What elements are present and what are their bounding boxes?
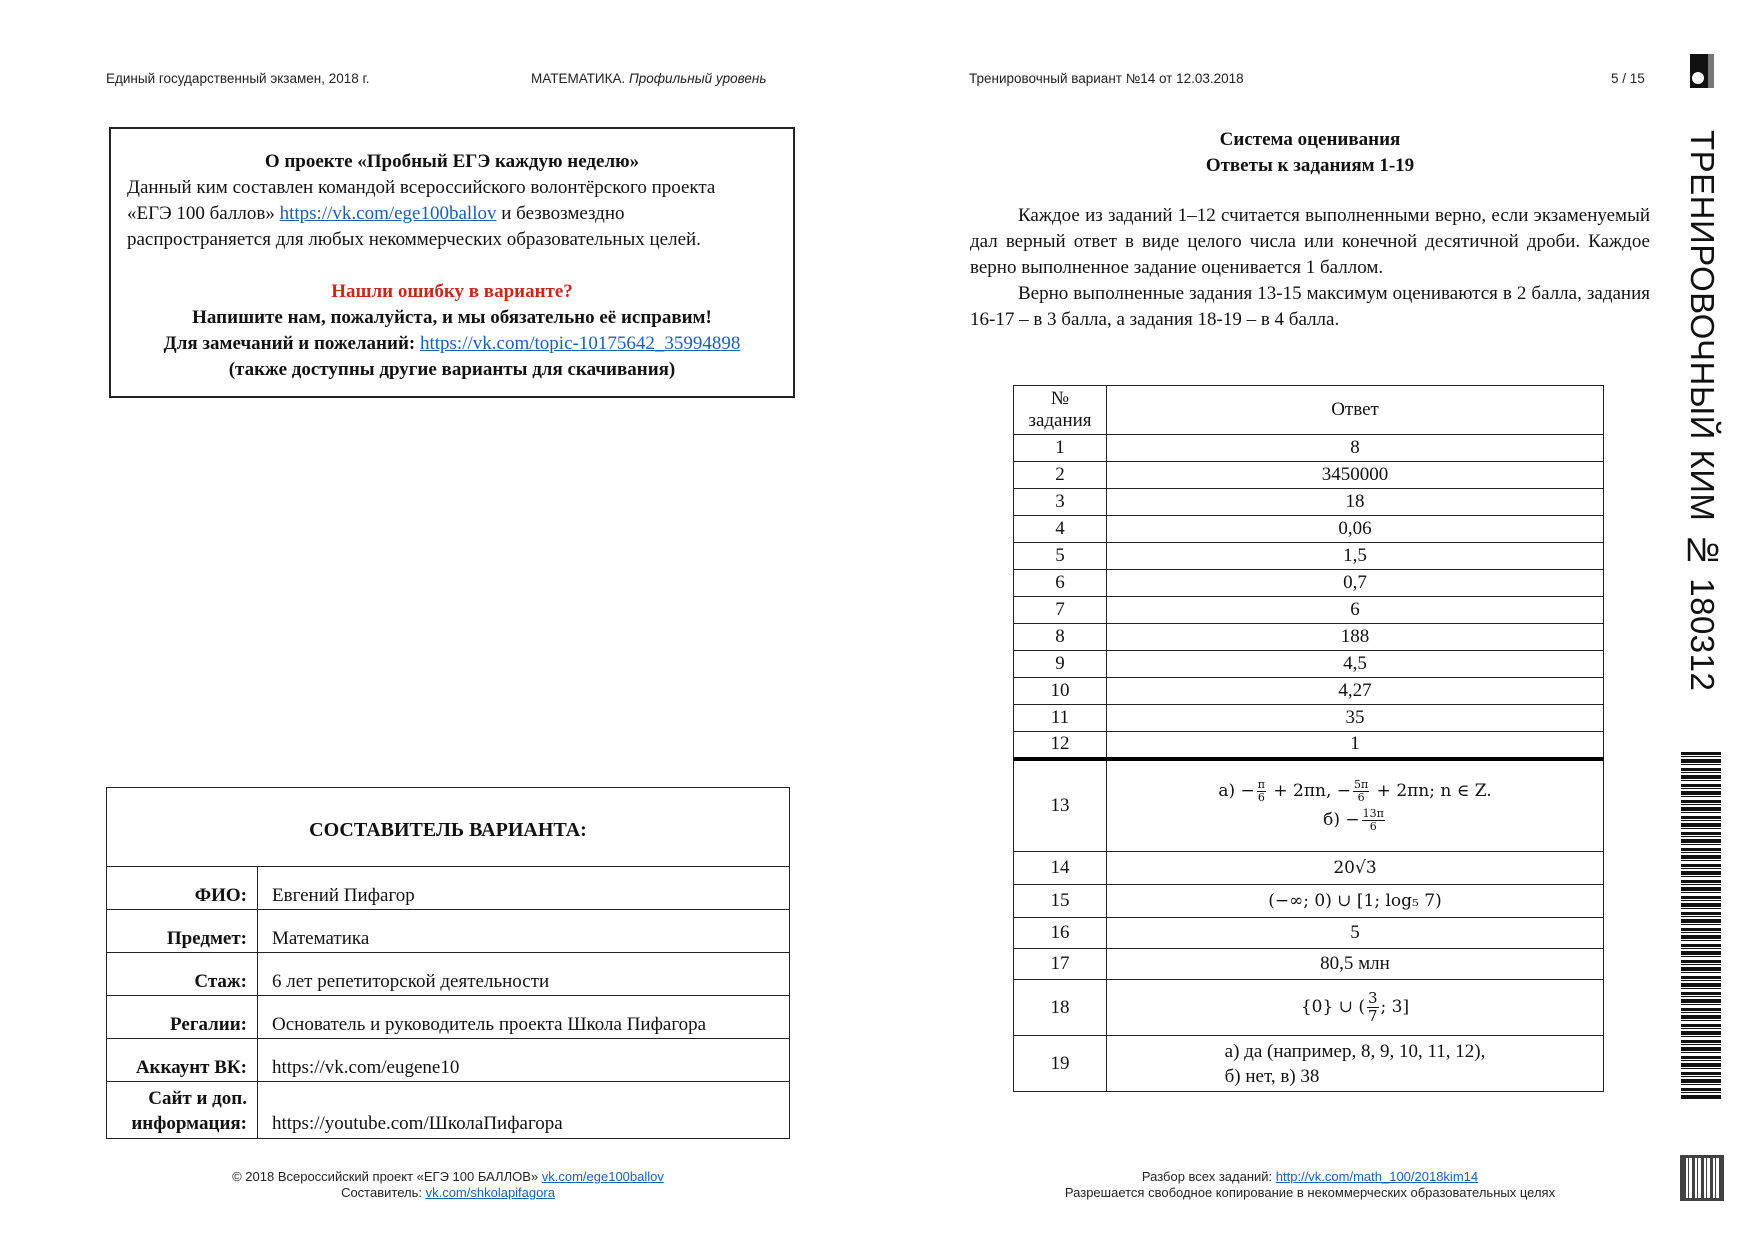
task-number: 17 [1014,949,1107,980]
task-answer: 6 [1107,597,1604,624]
author-label [107,1082,258,1139]
more-variants-note: (также доступны другие варианты для скачивания) [228,359,676,380]
header-subject [531,71,766,86]
task-answer: 0,06 [1107,516,1604,543]
ege100-footer-link[interactable]: vk.com/ege100ballov [541,1169,664,1184]
task-answer [1107,1036,1604,1092]
task-answer: 1 [1107,732,1604,759]
scoring-title: Система оценивания [1219,129,1401,150]
task-number: 14 [1014,852,1107,885]
error-text: Напишите нам, пожалуйста, и мы обязательно её исправим! [192,307,712,328]
task-number: 18 [1014,980,1107,1036]
fraction [1367,990,1379,1025]
task-number: 8 [1014,624,1107,651]
vertical-kim-title: ТРЕНИРОВОЧНЫЙ КИМ № 180312 [1684,130,1721,692]
footer-analysis [970,1169,1650,1185]
author-title: СОСТАВИТЕЛЬ ВАРИАНТА: [107,788,790,867]
task-answer: 18 [1107,489,1604,516]
header-variant: Тренировочный вариант №14 от 12.03.2018 [969,71,1244,86]
author-value: Основатель и руководитель проекта Школа Пифагора [258,996,790,1039]
text: + 2πn; n ∈ Z. [1371,780,1492,801]
task-answer: 3450000 [1107,462,1604,489]
numerator: π [1257,777,1265,791]
table-row [1014,543,1604,570]
answer-part-a [1107,779,1603,804]
denominator: 6 [1257,790,1265,804]
barcode-icon [1681,752,1721,1100]
answer-19 [1225,1039,1486,1089]
table-row [1014,489,1604,516]
subject-level: Профильный уровень [628,71,767,86]
website-value: https://youtube.com/ШколаПифагора [258,1082,790,1139]
task-answer: 1,5 [1107,543,1604,570]
task-number: 1 [1014,435,1107,462]
header-exam-title: Единый государственный экзамен, 2018 г. [106,71,370,86]
text: «ЕГЭ 100 баллов» [127,203,280,224]
subject-name: МАТЕМАТИКА. [531,71,626,86]
text: а) да (например, 8, 9, 10, 11, 12), [1224,1040,1486,1062]
scoring-heading [970,127,1650,179]
project-description [111,175,793,253]
task-answer: 188 [1107,624,1604,651]
label-line: информация: [131,1113,247,1134]
footer-author [106,1185,790,1201]
task-number: 19 [1014,1036,1107,1092]
table-row [1014,1036,1604,1092]
table-header-row [1014,386,1604,435]
feedback-link[interactable]: https://vk.com/topic-10175642_35994898 [419,333,741,354]
denominator: 7 [1368,1007,1378,1025]
fraction [1362,808,1385,833]
task-number: 7 [1014,597,1107,624]
denominator: 6 [1369,819,1377,833]
numerator: 3 [1368,989,1378,1007]
table-row [1014,732,1604,759]
label-line: Сайт и доп. [148,1088,247,1109]
feedback-line [111,331,793,357]
logo-icon [1690,54,1714,88]
task-number: 9 [1014,651,1107,678]
author-value: Евгений Пифагор [258,867,790,910]
footer-right [970,1169,1650,1201]
task-answer: 8 [1107,435,1604,462]
table-row [1014,624,1604,651]
task-number: 10 [1014,678,1107,705]
task-number: 11 [1014,705,1107,732]
table-row [1014,435,1604,462]
task-answer: 4,5 [1107,651,1604,678]
author-footer-link[interactable]: vk.com/shkolapifagora [425,1185,555,1200]
task-answer: 80,5 млн [1107,949,1604,980]
table-row [1014,759,1604,852]
feedback-label: Для замечаний и пожеланий: [163,333,420,354]
text: ; 3] [1380,997,1410,1017]
text: а) − [1218,780,1255,801]
task-number: 15 [1014,885,1107,918]
task-answer: 0,7 [1107,570,1604,597]
task-number: 13 [1014,759,1107,852]
table-row [1014,980,1604,1036]
vk-account-value: https://vk.com/eugene10 [258,1039,790,1082]
answer-part-b [1107,808,1603,833]
author-label: Предмет: [107,910,258,953]
table-row [107,1039,790,1082]
task-number: 4 [1014,516,1107,543]
task-answer: 20√3 [1107,852,1604,885]
table-row [107,1082,790,1139]
text: № [1050,388,1070,409]
author-label: ФИО: [107,867,258,910]
task-answer [1107,759,1604,852]
table-row [1014,651,1604,678]
text: © 2018 Всероссийский проект «ЕГЭ 100 БАЛЛОВ» [232,1169,542,1184]
author-label: Стаж: [107,953,258,996]
project-line-3: распространяется для любых некоммерческих образовательных целей. [127,229,701,250]
footer-copyright [106,1169,790,1185]
text: {0} ∪ ( [1300,997,1365,1017]
table-row [107,867,790,910]
footer-copy-permission: Разрешается свободное копирование в некоммерческих образовательных целях [1064,1185,1556,1200]
project-line-1: Данный ким составлен командой всероссийского волонтёрского проекта [127,177,716,198]
scoring-paragraph: Каждое из заданий 1–12 считается выполненными верно, если экзаменуемый дал верный ответ в виде целого числа или конечной десятичной дроби. Каждое верно выполненное задание оценивается 1 баллом. [970,205,1650,278]
answers-title: Ответы к заданиям 1-19 [1205,155,1415,176]
table-row [1014,918,1604,949]
task-number: 2 [1014,462,1107,489]
text: Составитель: [341,1185,426,1200]
author-label: Аккаунт ВК: [107,1039,258,1082]
text: + 2πn, − [1267,780,1352,801]
project-line-2 [127,201,793,227]
footer-left [106,1169,790,1201]
task-answer: 4,27 [1107,678,1604,705]
table-row [107,910,790,953]
task-number: 16 [1014,918,1107,949]
text: б) − [1323,809,1360,830]
ege100-link[interactable]: https://vk.com/ege100ballov [279,203,497,224]
table-row [107,953,790,996]
analysis-link[interactable]: http://vk.com/math_100/2018kim14 [1275,1169,1479,1184]
fraction [1353,779,1369,804]
header-task-number [1014,386,1107,435]
qr-code-icon [1680,1155,1724,1201]
text: Разбор всех заданий: [1141,1169,1276,1184]
table-row [1014,885,1604,918]
task-number: 6 [1014,570,1107,597]
task-answer: 5 [1107,918,1604,949]
table-row [1014,570,1604,597]
table-row [1014,852,1604,885]
answers-table [1013,385,1604,1092]
table-row [107,996,790,1039]
task-number: 5 [1014,543,1107,570]
table-row [1014,678,1604,705]
task-number: 12 [1014,732,1107,759]
author-value: Математика [258,910,790,953]
text: задания [1028,410,1092,431]
scoring-text [970,203,1650,333]
table-row [1014,705,1604,732]
task-answer: (−∞; 0) ∪ [1; log₅ 7) [1107,885,1604,918]
numerator: 13π [1362,806,1384,820]
table-row [1014,597,1604,624]
project-info-box [109,127,795,398]
denominator: 6 [1357,790,1365,804]
task-answer: 35 [1107,705,1604,732]
author-label: Регалии: [107,996,258,1039]
scoring-paragraph: Верно выполненные задания 13-15 максимум оцениваются в 2 балла, задания 16-17 – в 3 балла, а задания 18-19 – в 4 балла. [970,283,1650,330]
task-number: 3 [1014,489,1107,516]
text: и безвозмездно [496,203,625,224]
author-table [106,787,790,1139]
task-answer [1107,980,1604,1036]
table-row [1014,949,1604,980]
numerator: 5π [1354,777,1369,791]
author-value: 6 лет репетиторской деятельности [258,953,790,996]
table-row [1014,462,1604,489]
error-title: Нашли ошибку в варианте? [331,281,573,302]
fraction [1257,779,1266,804]
table-row [1014,516,1604,543]
header-answer: Ответ [1107,386,1604,435]
project-title: О проекте «Пробный ЕГЭ каждую неделю» [264,151,640,172]
page-number: 5 / 15 [1611,71,1645,86]
text: б) нет, в) 38 [1224,1065,1320,1087]
